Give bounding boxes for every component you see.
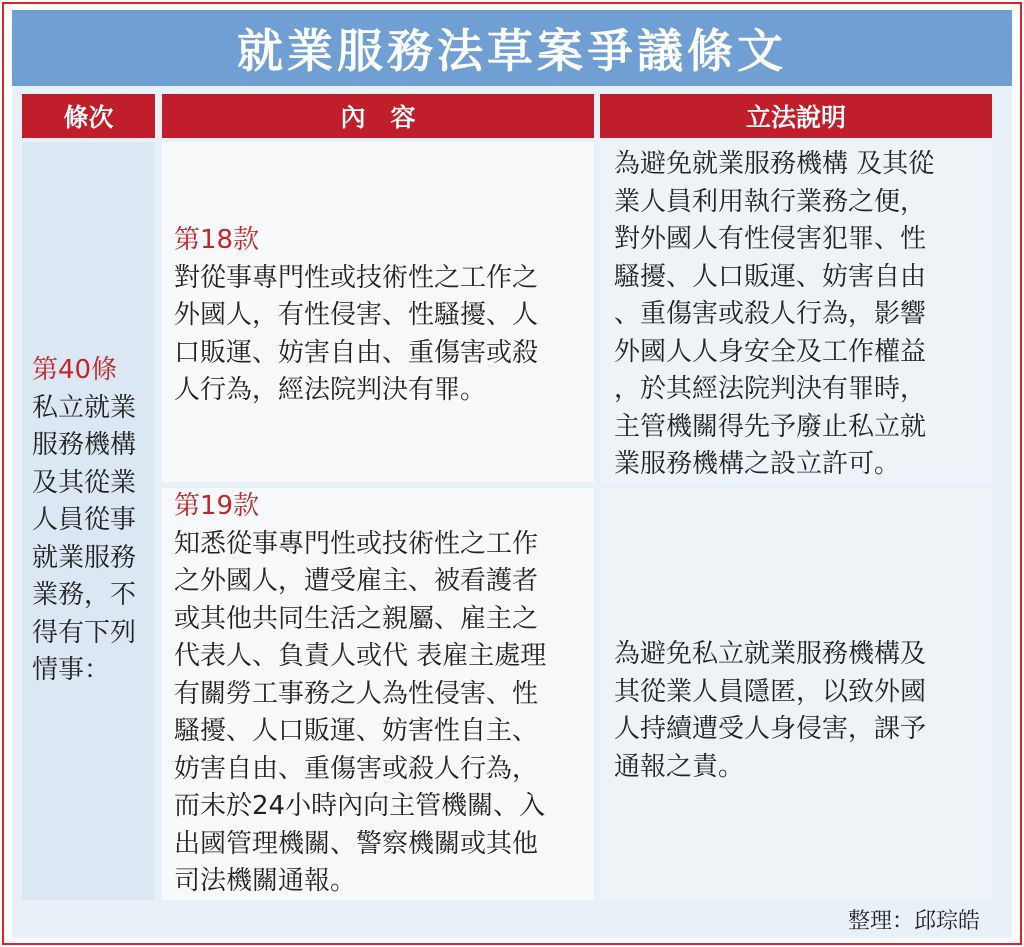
article-line: 私立就業	[32, 392, 137, 423]
explanation-line: 外國人人身安全及工作權益	[614, 336, 927, 367]
clause-line: 有關勞工事務之人為性侵害、性	[174, 678, 539, 709]
article-line: 服務機構	[32, 430, 137, 460]
page-title: 就業服務法草案爭議條文	[237, 24, 787, 78]
explanation-line: ，於其經法院判決有罪時，	[614, 374, 927, 404]
clause-line: 口販運、妨害自由、重傷害或殺	[174, 337, 539, 368]
article-line: 及其從業	[32, 467, 137, 498]
article-cell	[22, 142, 155, 900]
explanation-line: 其從業人員隱匿，以致外國	[614, 676, 927, 707]
article-line: 得有下列	[32, 617, 137, 648]
explanation-line: 通報之責。	[614, 751, 745, 782]
infographic-frame	[2, 2, 1022, 945]
explanation-line: 為避免私立就業服務機構及	[614, 639, 927, 669]
explanation-line: 為避免就業服務機構 及其從	[614, 149, 935, 179]
article-line: 就業服務	[32, 542, 137, 573]
article-line: 情事：	[32, 655, 111, 685]
article-line: 業務，不	[32, 580, 137, 610]
explanation-line: 對外國人有性侵害犯罪、性	[614, 224, 927, 254]
clause-line: 人行為，經法院判決有罪。	[174, 375, 487, 405]
clause-line: 出國管理機關、警察機關或其他	[174, 828, 539, 859]
article-label: 第40條	[32, 355, 118, 385]
clause-19-explanation	[600, 488, 992, 900]
header-content: 內 容	[162, 94, 594, 138]
article-line: 人員從事	[32, 505, 137, 535]
table-body	[12, 86, 1012, 938]
clause-line: 或其他共同生活之親屬、雇主之	[174, 603, 539, 634]
clause-label: 第18款	[174, 225, 260, 255]
clause-19-content	[162, 488, 594, 900]
clause-line: 知悉從事專門性或技術性之工作	[174, 528, 539, 559]
explanation-line: 、重傷害或殺人行為，影響	[614, 299, 927, 329]
title-bar	[12, 10, 1012, 86]
header-explanation: 立法說明	[600, 94, 992, 138]
explanation-line: 主管機關得先予廢止私立就	[614, 411, 927, 442]
credit-note: 整理：邱琮皓	[847, 909, 980, 934]
explanation-line: 人持續遭受人身侵害，課予	[614, 714, 927, 744]
explanation-line: 業服務機構之設立許可。	[614, 449, 901, 479]
clause-line: 對從事專門性或技術性之工作之	[174, 262, 539, 293]
explanation-line: 業人員利用執行業務之便，	[614, 186, 927, 217]
clause-line: 妨害自由、重傷害或殺人行為，	[174, 753, 539, 784]
clause-line: 之外國人，遭受雇主、被看護者	[174, 566, 539, 596]
clause-line: 司法機關通報。	[174, 866, 357, 896]
clause-line: 代表人、負責人或代 表雇主處理	[174, 641, 547, 671]
clause-label: 第19款	[174, 491, 260, 521]
clause-18-content	[162, 142, 594, 482]
clause-line: 外國人，有性侵害、性騷擾、人	[174, 300, 539, 330]
clause-line: 而未於24小時內向主管機關、入	[174, 791, 546, 821]
explanation-line: 騷擾、人口販運、妨害自由	[614, 261, 927, 292]
clause-line: 騷擾、人口販運、妨害性自主、	[174, 716, 539, 746]
header-article: 條次	[22, 94, 155, 138]
clause-18-explanation	[600, 142, 992, 482]
